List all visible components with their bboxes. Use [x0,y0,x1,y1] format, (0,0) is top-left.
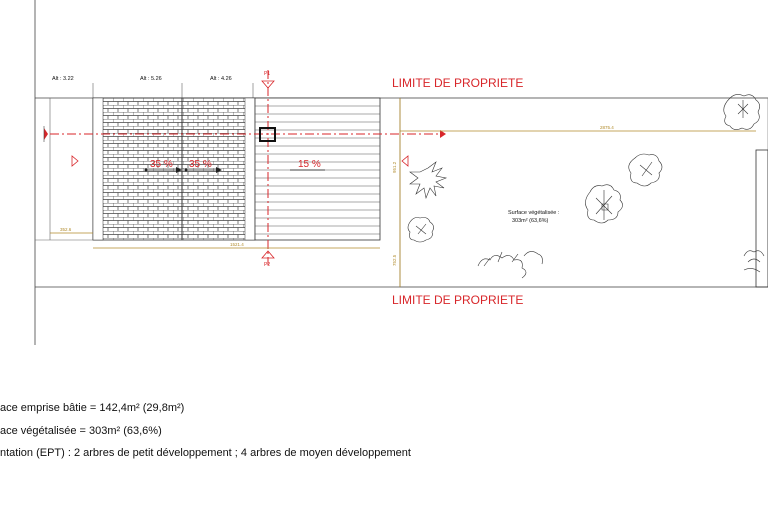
slope-right-label: 15 % [298,159,321,170]
shrub-icon [744,251,764,272]
section-label-p1: P1 [264,71,271,77]
altitude-label-3: Alt : 4.26 [210,76,232,82]
garden-surface-title: Surface végétalisée : [508,210,560,216]
section-label-p2: P2 [264,262,271,268]
tree-icon [408,218,434,243]
tiled-roof [93,98,255,240]
slope-left-label: 35 % [150,159,173,170]
property-limit-top-label: LIMITE DE PROPRIETE [392,76,524,90]
slope-arrow-middle-dot [185,169,188,172]
roof-edge-right [245,98,255,240]
slope-arrow-left-dot [145,169,148,172]
tree-icon [585,185,622,223]
shrub-icon [410,162,446,198]
note-green-area: ace végétalisée = 303m² (63,6%) [0,425,162,437]
side-marker-left [72,156,78,166]
dimension-garden-bottom-label: 752.5 [392,254,397,266]
dimension-building-label: 1521.4 [230,242,244,247]
tree-icon [724,94,760,129]
roof-edge-left [93,98,103,240]
note-built-area: ace emprise bâtie = 142,4m² (29,8m²) [0,402,185,414]
side-marker-right [402,156,408,166]
altitude-label-1: Alt : 3.22 [52,76,74,82]
axis-arrow-left [44,128,48,140]
dimension-overall-label: 2875.4 [600,125,614,130]
garden-area [400,98,768,287]
altitude-label-2: Alt : 5.26 [140,76,162,82]
dimension-garden-top-label: 951.2 [392,161,397,173]
shrub-icon [478,251,543,278]
slope-middle-label: 35 % [189,159,212,170]
property-limit-bottom-label: LIMITE DE PROPRIETE [392,293,524,307]
garden-surface-value: 303m² (63,6%) [512,218,549,224]
note-planting: ntation (EPT) : 2 arbres de petit développement ; 4 arbres de moyen développement [0,447,411,459]
dimension-left-offset-label: 352.6 [60,227,72,232]
tree-icon [629,154,662,186]
garden-shed [756,150,768,287]
